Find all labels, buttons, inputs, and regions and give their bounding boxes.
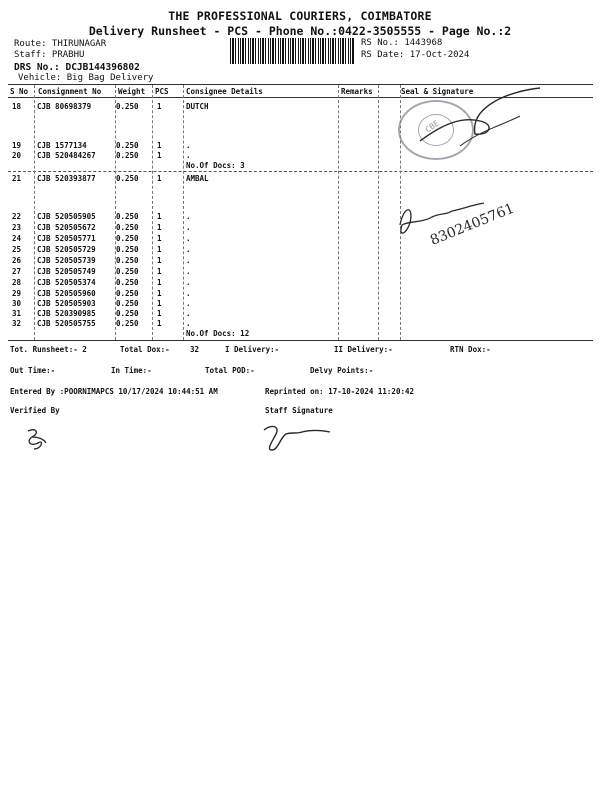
row-sno: 28 [12, 278, 22, 287]
row-pcs: 1 [157, 245, 162, 254]
total-dox-label: Total Dox:- [120, 345, 170, 354]
row-consignment: CJB 520393877 [37, 174, 96, 183]
row-pcs: 1 [157, 256, 162, 265]
company-title: THE PROFESSIONAL COURIERS, COIMBATORE [168, 9, 432, 23]
row-sno: 22 [12, 212, 22, 221]
row-sno: 31 [12, 309, 22, 318]
row-sno: 18 [12, 102, 22, 111]
row-pcs: 1 [157, 174, 162, 183]
row-pcs: 1 [157, 319, 162, 328]
row-weight: 0.250 [116, 267, 139, 276]
delvy-points: Delvy Points:- [310, 366, 374, 375]
row-sno: 32 [12, 319, 22, 328]
row-consignee: DUTCH [186, 102, 209, 111]
row-pcs: 1 [157, 299, 162, 308]
row-consignment: CJB 520505374 [37, 278, 96, 287]
seal-text: CBE [423, 118, 441, 135]
row-weight: 0.250 [116, 245, 139, 254]
row-consignment: CJB 520390985 [37, 309, 96, 318]
barcode-image [230, 38, 355, 64]
row-weight: 0.250 [116, 212, 139, 221]
col-rule [378, 85, 379, 340]
route-label: Route: THIRUNAGAR [14, 39, 107, 49]
col-rule [34, 85, 35, 340]
row-consignee: . [186, 141, 191, 150]
row-weight: 0.250 [116, 289, 139, 298]
row-weight: 0.250 [116, 102, 139, 111]
row-sno: 20 [12, 151, 22, 160]
row-weight: 0.250 [116, 141, 139, 150]
row-weight: 0.250 [116, 151, 139, 160]
row-consignment: CJB 520505960 [37, 289, 96, 298]
row-consignee: . [186, 256, 191, 265]
entered-by: Entered By :POORNIMAPCS 10/17/2024 10:44:51 AM [10, 387, 218, 396]
col-header-weight: Weight [118, 87, 146, 96]
row-consignee: . [186, 299, 191, 308]
rs-date: RS Date: 17-Oct-2024 [361, 50, 470, 60]
row-pcs: 1 [157, 212, 162, 221]
row-sno: 27 [12, 267, 22, 276]
group-divider [8, 171, 593, 172]
verifier-signature-icon [22, 425, 52, 453]
row-weight: 0.250 [116, 319, 139, 328]
row-weight: 0.250 [116, 234, 139, 243]
row-consignee: AMBAL [186, 174, 209, 183]
row-consignment: CJB 520484267 [37, 151, 96, 160]
drs-number: DRS No.: DCJB144396802 [14, 62, 140, 73]
row-pcs: 1 [157, 267, 162, 276]
col-header-seal-signature: Seal & Signature [401, 87, 474, 96]
total-dox-value: 32 [190, 345, 200, 354]
row-consignment: CJB 520505771 [37, 234, 96, 243]
row-pcs: 1 [157, 289, 162, 298]
col-header-pcs: PCS [155, 87, 169, 96]
row-consignment: CJB 520505739 [37, 256, 96, 265]
group-doc-count: No.Of Docs: 3 [186, 161, 245, 170]
row-consignee: . [186, 309, 191, 318]
row-sno: 24 [12, 234, 22, 243]
row-consignment: CJB 80698379 [37, 102, 92, 111]
row-consignee: . [186, 278, 191, 287]
row-pcs: 1 [157, 141, 162, 150]
i-delivery: I Delivery:- [225, 345, 280, 354]
col-header-sno: S No [10, 87, 29, 96]
row-pcs: 1 [157, 223, 162, 232]
row-consignee: . [186, 212, 191, 221]
row-weight: 0.250 [116, 223, 139, 232]
col-rule [183, 85, 184, 340]
out-time: Out Time:- [10, 366, 56, 375]
col-header-consignee: Consignee Details [186, 87, 263, 96]
staff-label: Staff: PRABHU [14, 50, 85, 60]
rtn-dox: RTN Dox:- [450, 345, 491, 354]
col-header-remarks: Remarks [341, 87, 373, 96]
reprinted-on: Reprinted on: 17-10-2024 11:20:42 [265, 387, 415, 396]
row-consignee: . [186, 151, 191, 160]
group-doc-count: No.Of Docs: 12 [186, 329, 250, 338]
total-pod: Total POD:- [205, 366, 255, 375]
row-consignee: . [186, 223, 191, 232]
row-consignment: CJB 520505729 [37, 245, 96, 254]
row-consignee: . [186, 319, 191, 328]
row-consignment: CJB 520505755 [37, 319, 96, 328]
col-rule [152, 85, 153, 340]
row-weight: 0.250 [116, 256, 139, 265]
col-rule [338, 85, 339, 340]
row-consignment: CJB 1577134 [37, 141, 87, 150]
runsheet-subtitle: Delivery Runsheet - PCS - Phone No.:0422-3505555 - Page No.:2 [88, 24, 512, 38]
row-pcs: 1 [157, 309, 162, 318]
row-consignee: . [186, 245, 191, 254]
verified-by-label: Verified By [10, 406, 60, 415]
row-sno: 23 [12, 223, 22, 232]
row-weight: 0.250 [116, 278, 139, 287]
in-time: In Time:- [111, 366, 152, 375]
staff-signature-label: Staff Signature [265, 406, 333, 415]
row-consignee: . [186, 267, 191, 276]
staff-signature-icon [258, 420, 338, 454]
row-consignment: CJB 520505672 [37, 223, 96, 232]
row-pcs: 1 [157, 102, 162, 111]
row-sno: 26 [12, 256, 22, 265]
row-sno: 30 [12, 299, 22, 308]
row-weight: 0.250 [116, 309, 139, 318]
table-top-rule [8, 84, 593, 85]
row-sno: 19 [12, 141, 22, 150]
row-consignee: . [186, 234, 191, 243]
row-pcs: 1 [157, 278, 162, 287]
row-weight: 0.250 [116, 299, 139, 308]
row-consignment: CJB 520505749 [37, 267, 96, 276]
handwritten-phone: 8302405761 [428, 200, 517, 249]
col-header-consignment: Consignment No [38, 87, 102, 96]
rs-number: RS No.: 1443968 [361, 38, 443, 48]
row-consignment: CJB 520505903 [37, 299, 96, 308]
row-pcs: 1 [157, 234, 162, 243]
row-consignment: CJB 520505905 [37, 212, 96, 221]
signature-dutch-icon [400, 86, 560, 166]
total-runsheet: Tot. Runsheet:- 2 [10, 345, 87, 354]
row-consignee: . [186, 289, 191, 298]
row-sno: 29 [12, 289, 22, 298]
row-sno: 25 [12, 245, 22, 254]
row-pcs: 1 [157, 151, 162, 160]
ii-delivery: II Delivery:- [334, 345, 393, 354]
table-bottom-rule [8, 340, 593, 341]
row-weight: 0.250 [116, 174, 139, 183]
row-sno: 21 [12, 174, 22, 183]
vehicle-label: Vehicle: Big Bag Delivery [18, 73, 154, 83]
